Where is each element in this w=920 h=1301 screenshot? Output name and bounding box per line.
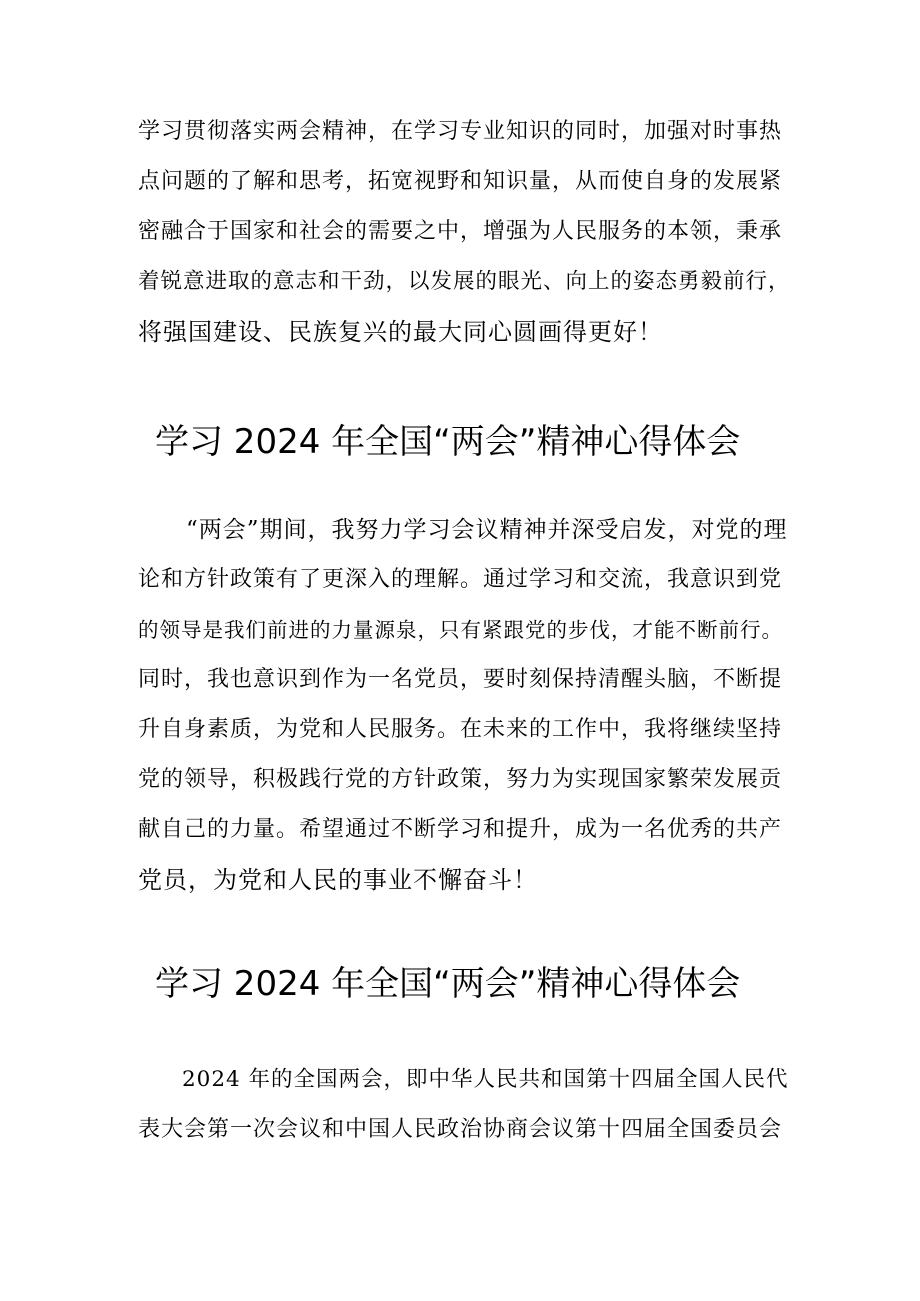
paragraph-line: 献自己的力量。希望通过不断学习和提升，成为一名优秀的共产 xyxy=(138,817,783,842)
section-heading-1: 学习 2024 年全国“两会”精神心得体会 xyxy=(155,422,741,462)
paragraph-line: 论和方针政策有了更深入的理解。通过学习和交流，我意识到党 xyxy=(138,567,783,592)
paragraph-line: 着锐意进取的意志和干劲，以发展的眼光、向上的姿态勇毅前行， xyxy=(138,269,791,294)
paragraph-line: 将强国建设、民族复兴的最大同心圆画得更好！ xyxy=(138,318,663,346)
paragraph-line: “两会”期间，我努力学习会议精神并深受启发，对党的理 xyxy=(186,517,788,543)
paragraph-line: 党的领导，积极践行党的方针政策，努力为实现国家繁荣发展贡 xyxy=(138,767,783,792)
paragraph-line: 学习贯彻落实两会精神，在学习专业知识的同时，加强对时事热 xyxy=(138,119,783,144)
paragraph-line: 党员，为党和人民的事业不懈奋斗！ xyxy=(138,866,538,894)
paragraph-3 xyxy=(138,1055,793,1155)
paragraph-1 xyxy=(138,107,793,357)
paragraph-line: 密融合于国家和社会的需要之中，增强为人民服务的本领，秉承 xyxy=(138,219,783,244)
paragraph-line: 点问题的了解和思考，拓宽视野和知识量，从而使自身的发展紧 xyxy=(138,169,783,194)
paragraph-line: 表大会第一次会议和中国人民政治协商会议第十四届全国委员会 xyxy=(138,1117,783,1142)
paragraph-line: 同时，我也意识到作为一名党员，要时刻保持清醒头脑，不断提 xyxy=(138,667,783,692)
paragraph-line: 的领导是我们前进的力量源泉，只有紧跟党的步伐，才能不断前行。 xyxy=(138,618,783,642)
paragraph-2 xyxy=(138,505,793,905)
paragraph-line: 2024 年的全国两会，即中华人民共和国第十四届全国人民代 xyxy=(182,1067,789,1092)
paragraph-line: 升自身素质，为党和人民服务。在未来的工作中，我将继续坚持 xyxy=(138,717,783,742)
section-heading-2: 学习 2024 年全国“两会”精神心得体会 xyxy=(155,964,741,1004)
